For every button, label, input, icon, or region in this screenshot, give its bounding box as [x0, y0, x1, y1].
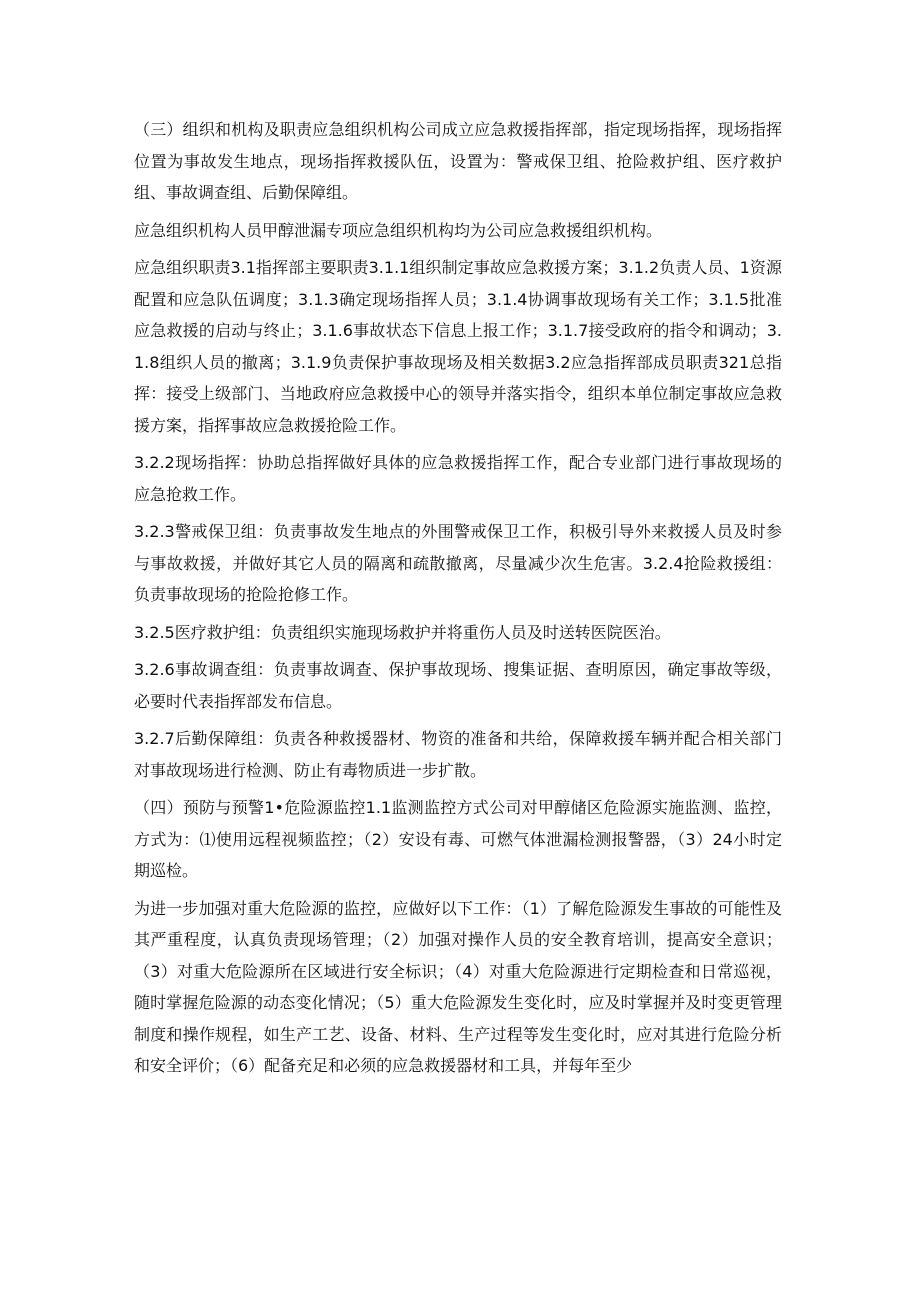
paragraph-personnel: 应急组织机构人员甲醇泄漏专项应急组织机构均为公司应急救援组织机构。: [134, 220, 663, 240]
paragraph-medical-group: 3.2.5医疗救护组：负责组织实施现场救护并将重伤人员及时送转医院医治。: [134, 622, 671, 642]
paragraph-monitoring-measures: 为进一步加强对重大危险源的监控，应做好以下工作：（1）了解危险源发生事故的可能性及其严重程度，认真负责现场管理；（2）加强对操作人员的安全教育培训，提高安全意识；（3）对重大危险源所在区域进行安全标识；（4）对重大危险源进行定期检查和日常巡视，随时掌握危险源的动态变化情况；（5）重大危险源发生变化时，应及时掌握并及时变更管理制度和操作规程，如生产工艺、设备、材料、生产过程等发生变化时，应对其进行危险分析和安全评价；（6）配备充足和必须的应急救援器材和工具，并每年至少: [134, 898, 782, 1075]
paragraph-field-command: 3.2.2现场指挥：协助总指挥做好具体的应急救援指挥工作，配合专业部门进行事故现场的应急抢救工作。: [134, 453, 782, 504]
paragraph-investigation-group: 3.2.6事故调查组：负责事故调查、保护事故现场、搜集证据、查明原因，确定事故等级，必要时代表指挥部发布信息。: [134, 660, 782, 711]
paragraph-prevention-warning: （四）预防与预警1•危险源监控1.1监测监控方式公司对甲醇储区危险源实施监测、监控，方式为：⑴使用远程视频监控；（2）安设有毒、可燃气体泄漏检测报警器，（3）24小时定期巡检。: [134, 798, 782, 880]
paragraph-security-group: 3.2.3警戒保卫组：负责事故发生地点的外围警戒保卫工作，积极引导外来救援人员及时参与事故救援，并做好其它人员的隔离和疏散撤离，尽量减少次生危害。3.2.4抢险救援组：负责事故现场的抢险抢修工作。: [134, 522, 782, 604]
paragraph-organization: （三）组织和机构及职责应急组织机构公司成立应急救援指挥部，指定现场指挥，现场指挥位置为事故发生地点，现场指挥救援队伍，设置为：警戒保卫组、抢险救护组、医疗救护组、事故调查组、后勤保障组。: [134, 120, 782, 202]
document-body: [134, 114, 782, 1088]
paragraph-duties: 应急组织职责3.1指挥部主要职责3.1.1组织制定事故应急救援方案；3.1.2负责人员、1资源配置和应急队伍调度；3.1.3确定现场指挥人员；3.1.4协调事故现场有关工作；3.1.5批准应急救援的启动与终止；3.1.6事故状态下信息上报工作；3.1.7接受政府的指令和调动；3.1.8组织人员的撤离；3.1.9负责保护事故现场及相关数据3.2应急指挥部成员职责321总指挥：接受上级部门、当地政府应急救援中心的领导并落实指令，组织本单位制定事故应急救援方案，指挥事故应急救援抢险工作。: [134, 258, 782, 435]
paragraph-logistics-group: 3.2.7后勤保障组：负责各种救援器材、物资的准备和共给，保障救援车辆并配合相关部门对事故现场进行检测、防止有毒物质进一步扩散。: [134, 729, 782, 780]
